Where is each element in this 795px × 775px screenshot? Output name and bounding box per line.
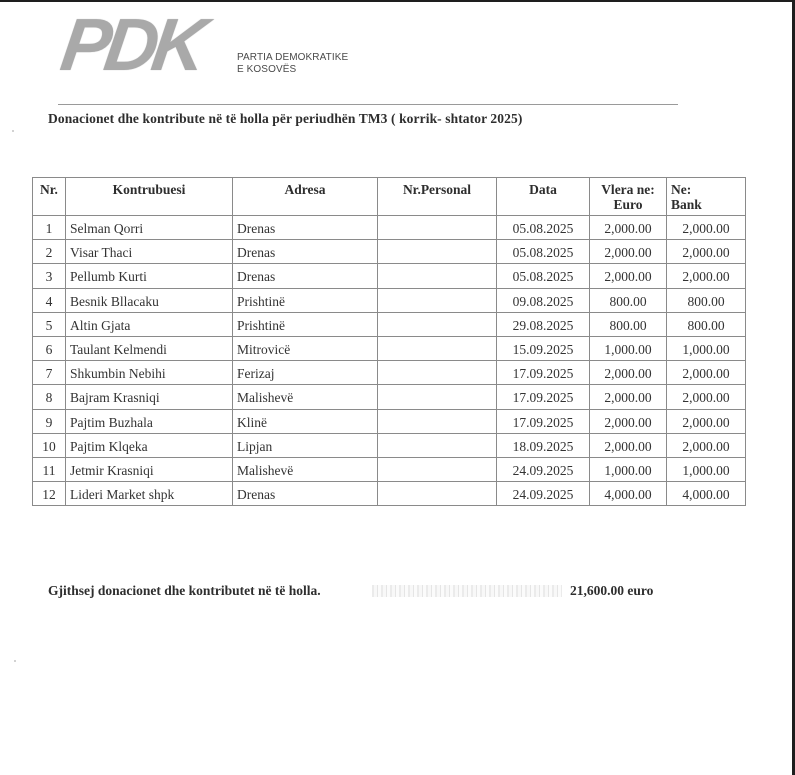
cell-contributor: Selman Qorri — [66, 216, 233, 240]
cell-nr: 9 — [33, 409, 66, 433]
cell-address: Lipjan — [233, 433, 378, 457]
cell-bank: 1,000.00 — [667, 457, 746, 481]
column-header-address: Adresa — [233, 178, 378, 216]
table-row — [33, 336, 746, 360]
cell-date: 09.08.2025 — [497, 288, 590, 312]
cell-nr: 1 — [33, 216, 66, 240]
party-logo — [56, 3, 242, 86]
cell-contributor: Jetmir Krasniqi — [66, 457, 233, 481]
column-header-nr: Nr. — [33, 178, 66, 216]
party-name-line1: PARTIA DEMOKRATIKE — [237, 52, 349, 63]
donations-table — [32, 177, 746, 506]
cell-value-euro: 2,000.00 — [590, 433, 667, 457]
table-header-row — [33, 178, 746, 216]
cell-bank: 2,000.00 — [667, 385, 746, 409]
cell-date: 17.09.2025 — [497, 385, 590, 409]
cell-date: 05.08.2025 — [497, 240, 590, 264]
cell-nr: 4 — [33, 288, 66, 312]
table-row — [33, 288, 746, 312]
cell-contributor: Lideri Market shpk — [66, 482, 233, 506]
column-header-value-euro-line2: Euro — [613, 197, 643, 212]
table-row — [33, 409, 746, 433]
cell-nr: 3 — [33, 264, 66, 288]
cell-personal-number — [378, 336, 497, 360]
cell-contributor: Pajtim Klqeka — [66, 433, 233, 457]
cell-bank: 800.00 — [667, 312, 746, 336]
cell-bank: 4,000.00 — [667, 482, 746, 506]
cell-address: Mitrovicë — [233, 336, 378, 360]
cell-bank: 2,000.00 — [667, 361, 746, 385]
column-header-personal-number: Nr.Personal — [378, 178, 497, 216]
cell-date: 17.09.2025 — [497, 361, 590, 385]
cell-date: 18.09.2025 — [497, 433, 590, 457]
cell-personal-number — [378, 457, 497, 481]
total-amount: 21,600.00 euro — [570, 583, 654, 598]
document-title: Donacionet dhe kontribute në të holla për periudhën TM3 ( korrik- shtator 2025) — [48, 111, 523, 126]
cell-address: Drenas — [233, 240, 378, 264]
table-row — [33, 264, 746, 288]
cell-bank: 2,000.00 — [667, 264, 746, 288]
cell-date: 29.08.2025 — [497, 312, 590, 336]
cell-nr: 12 — [33, 482, 66, 506]
cell-value-euro: 2,000.00 — [590, 361, 667, 385]
cell-address: Malishevë — [233, 457, 378, 481]
party-name-line2: E KOSOVËS — [237, 64, 297, 75]
cell-address: Drenas — [233, 264, 378, 288]
cell-personal-number — [378, 361, 497, 385]
party-name — [237, 52, 348, 76]
cell-nr: 2 — [33, 240, 66, 264]
cell-bank: 2,000.00 — [667, 409, 746, 433]
table-row — [33, 216, 746, 240]
column-header-value-euro — [590, 178, 667, 216]
cell-nr: 8 — [33, 385, 66, 409]
cell-nr: 7 — [33, 361, 66, 385]
cell-contributor: Pellumb Kurti — [66, 264, 233, 288]
cell-bank: 1,000.00 — [667, 336, 746, 360]
page-frame-top — [0, 0, 795, 2]
cell-bank: 2,000.00 — [667, 433, 746, 457]
cell-contributor: Pajtim Buzhala — [66, 409, 233, 433]
cell-address: Klinë — [233, 409, 378, 433]
cell-value-euro: 4,000.00 — [590, 482, 667, 506]
cell-date: 17.09.2025 — [497, 409, 590, 433]
cell-address: Ferizaj — [233, 361, 378, 385]
cell-personal-number — [378, 264, 497, 288]
cell-address: Prishtinë — [233, 312, 378, 336]
cell-contributor: Shkumbin Nebihi — [66, 361, 233, 385]
column-header-date: Data — [497, 178, 590, 216]
cell-personal-number — [378, 409, 497, 433]
table-row — [33, 385, 746, 409]
cell-contributor: Taulant Kelmendi — [66, 336, 233, 360]
cell-date: 24.09.2025 — [497, 457, 590, 481]
cell-address: Prishtinë — [233, 288, 378, 312]
cell-personal-number — [378, 385, 497, 409]
table-row — [33, 240, 746, 264]
cell-value-euro: 800.00 — [590, 312, 667, 336]
total-label: Gjithsej donacionet dhe kontributet në të holla. — [48, 583, 321, 598]
redacted-area — [372, 585, 562, 597]
cell-nr: 5 — [33, 312, 66, 336]
scan-speck — [12, 130, 14, 132]
column-header-bank-line2: Bank — [671, 197, 702, 212]
cell-nr: 6 — [33, 336, 66, 360]
cell-personal-number — [378, 288, 497, 312]
column-header-contributor: Kontrubuesi — [66, 178, 233, 216]
table-row — [33, 312, 746, 336]
cell-nr: 11 — [33, 457, 66, 481]
table-row — [33, 457, 746, 481]
table-row — [33, 361, 746, 385]
column-header-bank — [667, 178, 746, 216]
cell-value-euro: 2,000.00 — [590, 240, 667, 264]
cell-bank: 800.00 — [667, 288, 746, 312]
cell-personal-number — [378, 312, 497, 336]
logo-mark: PDK — [56, 3, 207, 86]
cell-contributor: Bajram Krasniqi — [66, 385, 233, 409]
table-row — [33, 482, 746, 506]
cell-bank: 2,000.00 — [667, 216, 746, 240]
cell-contributor: Visar Thaci — [66, 240, 233, 264]
cell-value-euro: 2,000.00 — [590, 216, 667, 240]
cell-date: 24.09.2025 — [497, 482, 590, 506]
title-divider — [58, 104, 678, 105]
cell-value-euro: 1,000.00 — [590, 457, 667, 481]
column-header-bank-line1: Ne: — [671, 182, 692, 197]
cell-personal-number — [378, 433, 497, 457]
cell-personal-number — [378, 240, 497, 264]
cell-nr: 10 — [33, 433, 66, 457]
cell-personal-number — [378, 482, 497, 506]
scan-speck — [14, 660, 16, 662]
cell-date: 05.08.2025 — [497, 264, 590, 288]
cell-date: 15.09.2025 — [497, 336, 590, 360]
column-header-value-euro-line1: Vlera ne: — [601, 182, 655, 197]
cell-value-euro: 1,000.00 — [590, 336, 667, 360]
cell-value-euro: 2,000.00 — [590, 264, 667, 288]
cell-value-euro: 800.00 — [590, 288, 667, 312]
donations-table-body — [33, 216, 746, 506]
cell-date: 05.08.2025 — [497, 216, 590, 240]
cell-address: Drenas — [233, 216, 378, 240]
cell-value-euro: 2,000.00 — [590, 385, 667, 409]
cell-address: Drenas — [233, 482, 378, 506]
cell-personal-number — [378, 216, 497, 240]
cell-contributor: Altin Gjata — [66, 312, 233, 336]
cell-contributor: Besnik Bllacaku — [66, 288, 233, 312]
table-row — [33, 433, 746, 457]
cell-bank: 2,000.00 — [667, 240, 746, 264]
cell-value-euro: 2,000.00 — [590, 409, 667, 433]
cell-address: Malishevë — [233, 385, 378, 409]
